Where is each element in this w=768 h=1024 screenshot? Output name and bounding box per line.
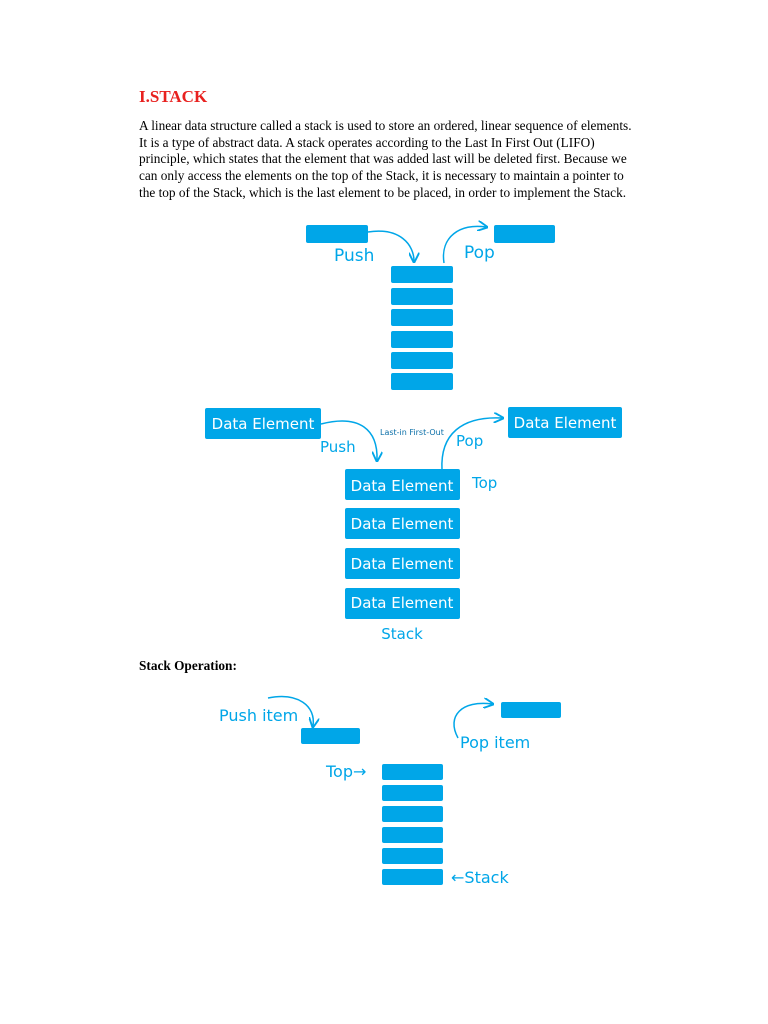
pop-item-label: Pop item: [460, 733, 531, 752]
paragraph-line: the top of the Stack, which is the last element to be placed, in order to implement the Stack.: [139, 184, 627, 200]
stack-label: Stack: [381, 625, 423, 643]
stack-item-label: Data Element: [350, 477, 454, 495]
push-element-block: [306, 225, 368, 243]
pop-item-block: [501, 702, 561, 718]
paragraph-line: can only access the elements on the top of the Stack, it is necessary to maintain a pointer to: [139, 168, 624, 184]
stack-item-label: Data Element: [350, 515, 454, 533]
figure-data-elements: [0, 400, 768, 648]
right-data-element: [508, 407, 622, 438]
stack-item-label: Data Element: [350, 555, 454, 573]
pop-label: Pop: [456, 432, 484, 450]
page-title: I.STACK: [139, 87, 208, 106]
stack-block: [391, 373, 453, 390]
paragraph-line: A linear data structure called a stack is used to store an ordered, linear sequence of elements.: [139, 118, 632, 133]
stack-block: [382, 869, 443, 885]
intro-paragraph: [139, 118, 669, 202]
stack-block: [382, 764, 443, 780]
stack-operation-heading: Stack Operation:: [139, 658, 237, 673]
stack-label: ←Stack: [451, 868, 509, 887]
figure-push-pop: [0, 215, 768, 400]
right-data-element-label: Data Element: [513, 414, 617, 432]
left-data-element-label: Data Element: [211, 415, 315, 433]
pop-element-block: [494, 225, 555, 243]
stack-block: [391, 309, 453, 326]
push-arrow: [368, 231, 414, 261]
left-data-element: [205, 408, 321, 439]
stack-item-label: Data Element: [350, 594, 454, 612]
stack-block: [382, 827, 443, 843]
stack-block: [382, 848, 443, 864]
push-item-label: Push item: [219, 706, 299, 725]
push-item-block: [301, 728, 360, 744]
push-label: Push: [320, 438, 356, 456]
stack-block: [391, 288, 453, 305]
stack-block: [382, 785, 443, 801]
stack-blocks: [382, 764, 443, 885]
stack-block: [391, 352, 453, 369]
stack-block: [391, 266, 453, 283]
top-label: Top→: [326, 762, 367, 781]
stack-blocks: [391, 266, 453, 390]
stack-block: [391, 331, 453, 348]
pop-label: Pop: [464, 243, 495, 263]
paragraph-line: It is a type of abstract data. A stack operates according to the Last In First Out (LIFO): [139, 134, 595, 150]
paragraph-line: principle, which states that the element that was added last will be deleted first. Because we: [139, 151, 627, 167]
stack-block: [382, 806, 443, 822]
data-element-stack: [345, 469, 460, 619]
push-label: Push: [334, 246, 375, 266]
lifo-label: Last-in First-Out: [380, 428, 444, 437]
figure-stack-operation: [0, 688, 768, 898]
top-label: Top: [472, 474, 498, 492]
